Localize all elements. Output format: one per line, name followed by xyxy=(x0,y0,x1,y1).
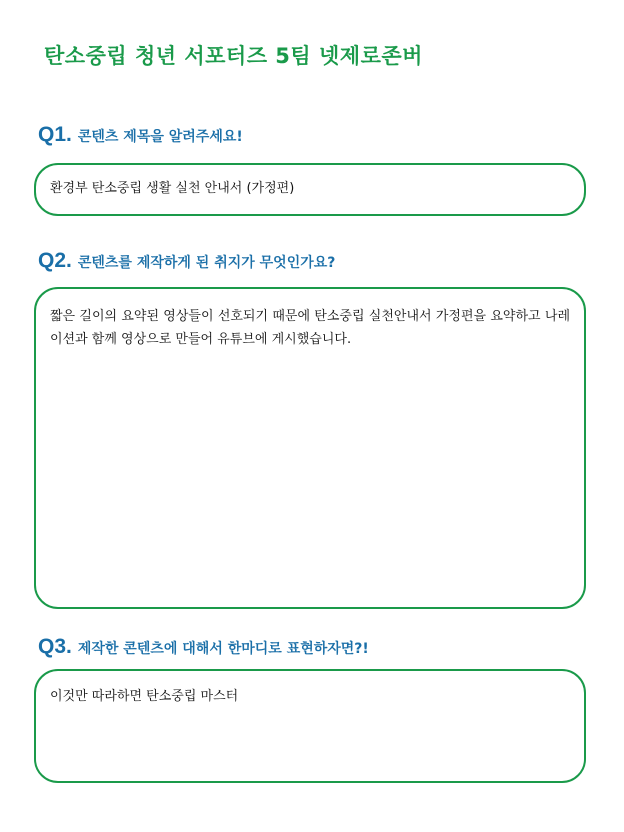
answer-3-box: 이것만 따라하면 탄소중립 마스터 xyxy=(34,669,586,783)
question-1-text: 콘텐츠 제목을 알려주세요! xyxy=(77,129,243,145)
question-3-number: Q3. xyxy=(38,635,72,658)
question-2-text: 콘텐츠를 제작하게 된 취지가 무엇인가요? xyxy=(77,255,336,271)
question-1-number: Q1. xyxy=(38,123,72,146)
question-3-heading xyxy=(38,635,369,659)
answer-2-box: 짧은 길이의 요약된 영상들이 선호되기 때문에 탄소중립 실천안내서 가정편을 요약하고 나레이션과 함께 영상으로 만들어 유튜브에 게시했습니다. xyxy=(34,287,586,609)
question-3-text: 제작한 콘텐츠에 대해서 한마디로 표현하자면?! xyxy=(77,641,369,657)
answer-1-box: 환경부 탄소중립 생활 실천 안내서 (가정편) xyxy=(34,163,586,216)
page-title: 탄소중립 청년 서포터즈 5팀 넷제로존버 xyxy=(44,44,423,68)
question-2-heading xyxy=(38,249,335,273)
question-1-heading xyxy=(38,123,243,147)
question-2-number: Q2. xyxy=(38,249,72,272)
